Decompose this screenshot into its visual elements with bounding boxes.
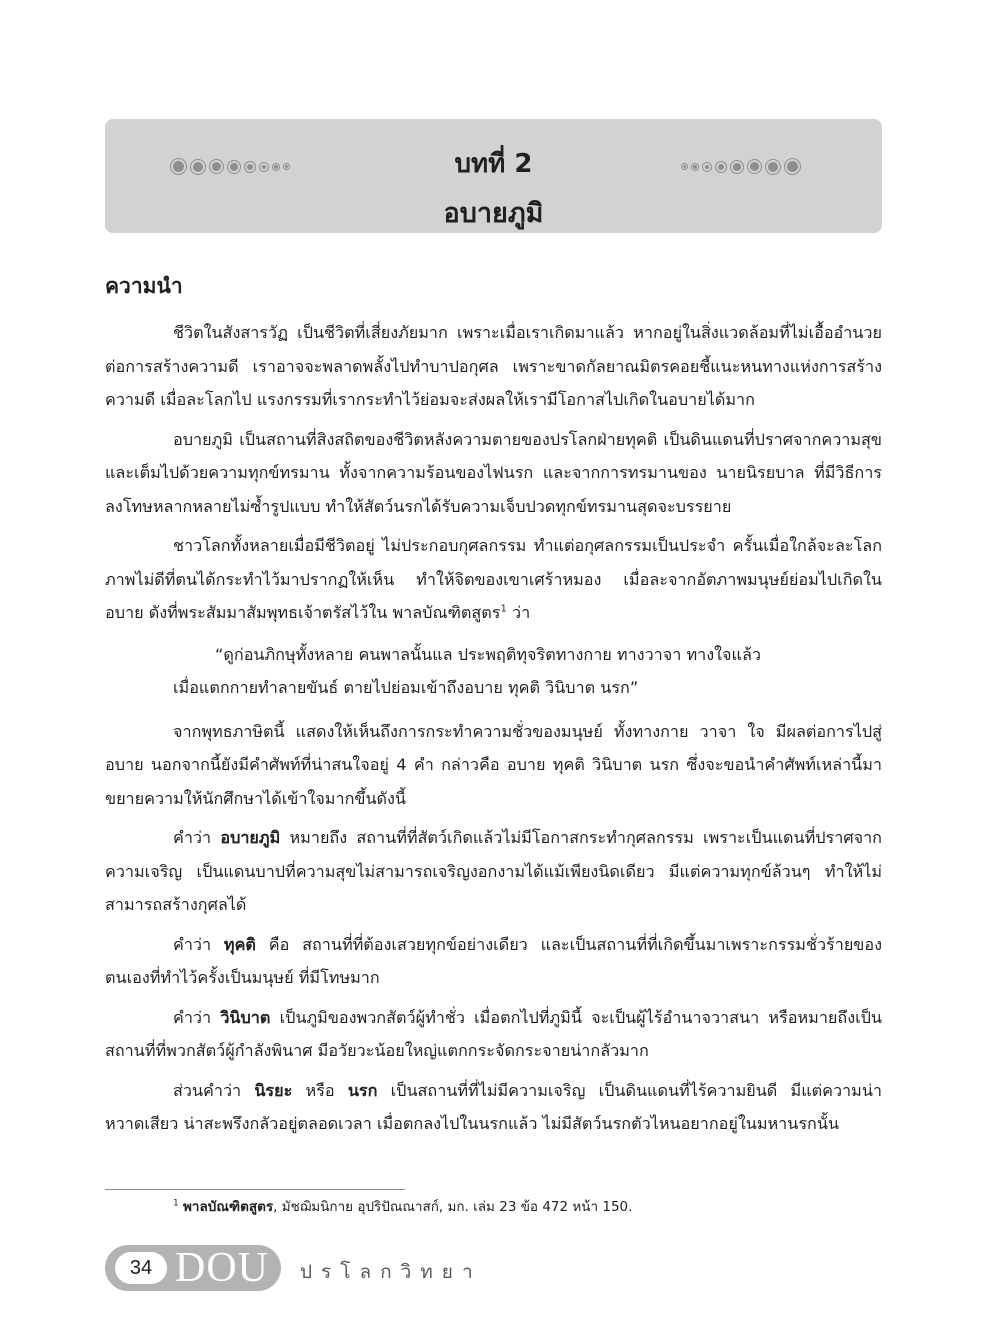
chapter-title: อบายภูมิ <box>443 198 544 229</box>
page-number: 34 <box>115 1252 167 1284</box>
paragraph: ชีวิตในสังสารวัฏ เป็นชีวิตที่เสี่ยงภัยมาก เพราะเมื่อเราเกิดมาแล้ว หากอยู่ในสิ่งแวดล้อมที่ไม่เอื้ออำนวยต่อการสร้างความดี เราอาจจะพลาดพลั้งไปทำบาปอกุศล เพราะขาดกัลยาณมิตรคอยชี้แนะหนทางแห่งการสร้างความดี เมื่อละโลกไป แรงกรรมที่เรากระทำไว้ย่อมจะส่งผลให้เรามีโอกาสไปเกิดในอบายได้มาก <box>105 323 882 409</box>
paragraph: ชาวโลกทั้งหลายเมื่อมีชีวิตอยู่ ไม่ประกอบกุศลกรรม ทำแต่อกุศลกรรมเป็นประจำ ครั้นเมื่อใกล้จะละโลก ภาพไม่ดีที่ตนได้กระทำไว้มาปรากฏให้เห็น ทำให้จิตของเขาเศร้าหมอง เมื่อละจากอัตภาพมนุษย์ย่อมไปเกิดในอบาย ดังที่พระสัมมาสัมพุทธเจ้าตรัสไว้ใน พาลบัณฑิตสูตร$^1$ ว่า <box>105 536 882 622</box>
footnote-divider <box>105 1189 405 1190</box>
footnote-reference[interactable]: 1 <box>500 603 507 615</box>
paragraph: จากพุทธภาษิตนี้ แสดงให้เห็นถึงการกระทำความชั่วของมนุษย์ ทั้งทางกาย วาจา ใจ มีผลต่อการไปสู่อบาย นอกจากนี้ยังมีคำศัพท์ที่น่าสนใจอยู่ 4 คำ กล่าวคือ อบาย ทุคติ วินิบาต นรก ซึ่งจะขอนำคำศัพท์เหล่านี้มาขยายความให้นักศึกษาได้เข้าใจมากขึ้นดังนี้ <box>105 721 882 808</box>
quote-line: “ดูก่อนภิกษุทั้งหลาย คนพาลนั้นแล ประพฤติทุจริตทางกาย ทางวาจา ทางใจแล้ว <box>215 644 761 664</box>
term: วินิบาต <box>220 1007 271 1027</box>
footnote-text: , มัชฌิมนิกาย อุปริปัณณาสก์, มก. เล่ม 23 ข้อ 472 หน้า 150. <box>273 1199 633 1215</box>
term: นรก <box>347 1080 378 1100</box>
term: อบายภูมิ <box>220 828 281 847</box>
term: ทุคติ <box>223 934 256 954</box>
chapter-header <box>105 119 882 233</box>
paragraph: คำว่า ทุคติ คือ สถานที่ที่ต้องเสวยทุกข์อย่างเดียว และเป็นสถานที่ที่เกิดขึ้นมาเพราะกรรมชั่วร้ายของตนเองที่ทำไว้ครั้งเป็นมนุษย์ ที่มีโทษมาก <box>105 934 882 987</box>
book-title: ปรโลกวิทยา <box>300 1261 482 1283</box>
paragraph: ส่วนคำว่า นิรยะ หรือ นรก เป็นสถานที่ที่ไม่มีความเจริญ เป็นดินแดนที่ไร้ความยินดี มีแต่ความน่าหวาดเสียว น่าสะพรึงกลัวอยู่ตลอดเวลา เมื่อตกลงไปในนรกแล้ว ไม่มีสัตว์นรกตัวไหนอยากอยู่ในมหานรกนั้น <box>105 1080 882 1133</box>
quote-line: เมื่อแตกกายทำลายขันธ์ ตายไปย่อมเข้าถึงอบาย ทุคติ วินิบาต นรก” <box>173 678 639 697</box>
paragraph: คำว่า วินิบาต เป็นภูมิของพวกสัตว์ผู้ทำชั่ว เมื่อตกไปที่ภูมินี้ จะเป็นผู้ไร้อำนาจวาสนา หรือหมายถึงเป็นสถานที่ที่พวกสัตว์ผู้กำลังพินาศ มีอวัยวะน้อยใหญ่แตกกระจัดกระจายน่ากลัวมาก <box>105 1007 882 1060</box>
footnote <box>173 1196 632 1218</box>
paragraph: อบายภูมิ เป็นสถานที่สิงสถิตของชีวิตหลังความตายของปรโลกฝ่ายทุคติ เป็นดินแดนที่ปราศจากความสุข และเต็มไปด้วยความทุกข์ทรมาน ทั้งจากความร้อนของไฟนรก และจากการทรมานของ นายนิรยบาล ที่มีวิธีการลงโทษหลากหลายไม่ซ้ำรูปแบบ ทำให้สัตว์นรกได้รับความเจ็บปวดทุกข์ทรมานสุดจะบรรยาย <box>105 429 882 516</box>
footnote-mark: 1 <box>173 1198 179 1209</box>
term: นิรยะ <box>254 1080 293 1100</box>
decorative-dots-right <box>682 159 800 174</box>
paragraph: คำว่า อบายภูมิ หมายถึง สถานที่ที่สัตว์เกิดแล้วไม่มีโอกาสกระทำกุศลกรรม เพราะเป็นแดนที่ปราศจากความเจริญ เป็นแดนบาปที่ความสุขไม่สามารถเจริญงอกงามได้แม้เพียงนิดเดียว มีแต่ความทุกข์ล้วนๆ ทำให้ไม่สามารถสร้างกุศลได้ <box>105 828 882 914</box>
block-quote <box>105 638 882 705</box>
dou-logo: DOU <box>175 1245 269 1291</box>
page-footer-tab <box>105 1245 281 1291</box>
body-text <box>105 316 882 1147</box>
footnote-source: พาลบัณฑิตสูตร <box>183 1199 274 1215</box>
section-heading: ความนำ <box>105 274 183 298</box>
chapter-number: บทที่ 2 <box>454 149 533 179</box>
